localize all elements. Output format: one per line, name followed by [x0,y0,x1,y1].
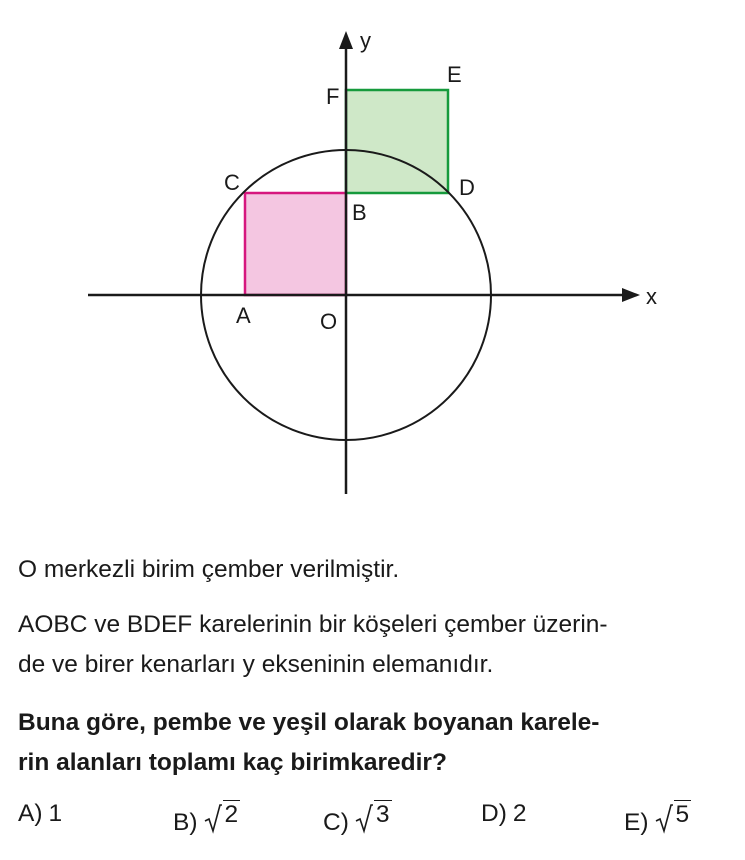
choice-a[interactable] [18,800,62,828]
question-line-2: rin alanları toplamı kaç birimkaredir? [18,749,447,776]
statement-line: O merkezli birim çember verilmiştir. [18,556,400,583]
choice-letter: E) [624,809,649,836]
radical [355,800,392,830]
point-label-C: C [224,170,240,195]
x-axis-label: x [646,284,657,309]
choice-value: 2 [224,801,239,828]
radical [655,800,692,830]
point-label-A: A [236,303,251,328]
radical [204,800,241,830]
point-label-E: E [447,62,462,87]
description-paragraph [18,605,730,685]
statement-paragraph [18,550,730,590]
question-paragraph [18,703,730,783]
choice-d[interactable] [481,800,527,828]
choice-value: 3 [375,801,390,828]
choice-value: 5 [675,801,690,828]
pink-square-AOBC [245,193,346,295]
choice-letter: C) [323,809,349,836]
choice-letter: D) [481,800,507,827]
description-line-2: de ve birer kenarları y ekseninin elemanıdır. [18,651,494,678]
choice-letter: A) [18,800,43,827]
square-root-icon [655,804,673,834]
choice-b[interactable] [173,800,240,837]
choice-letter: B) [173,809,198,836]
origin-label: O [320,309,338,334]
choice-value: 1 [48,800,63,827]
x-axis-arrow-icon [622,288,640,302]
answer-choices [0,800,745,844]
point-label-B: B [352,200,367,225]
point-label-F: F [326,84,340,109]
choice-value: 2 [512,800,527,827]
y-axis-arrow-icon [339,31,353,49]
point-label-D: D [459,175,475,200]
square-root-icon [204,804,222,834]
choice-e[interactable] [624,800,691,837]
y-axis-label: y [360,28,371,53]
square-root-icon [355,804,373,834]
question-line-1: Buna göre, pembe ve yeşil olarak boyanan karele- [18,709,600,736]
description-line-1: AOBC ve BDEF karelerinin bir köşeleri çember üzerin- [18,611,608,638]
choice-c[interactable] [323,800,392,837]
